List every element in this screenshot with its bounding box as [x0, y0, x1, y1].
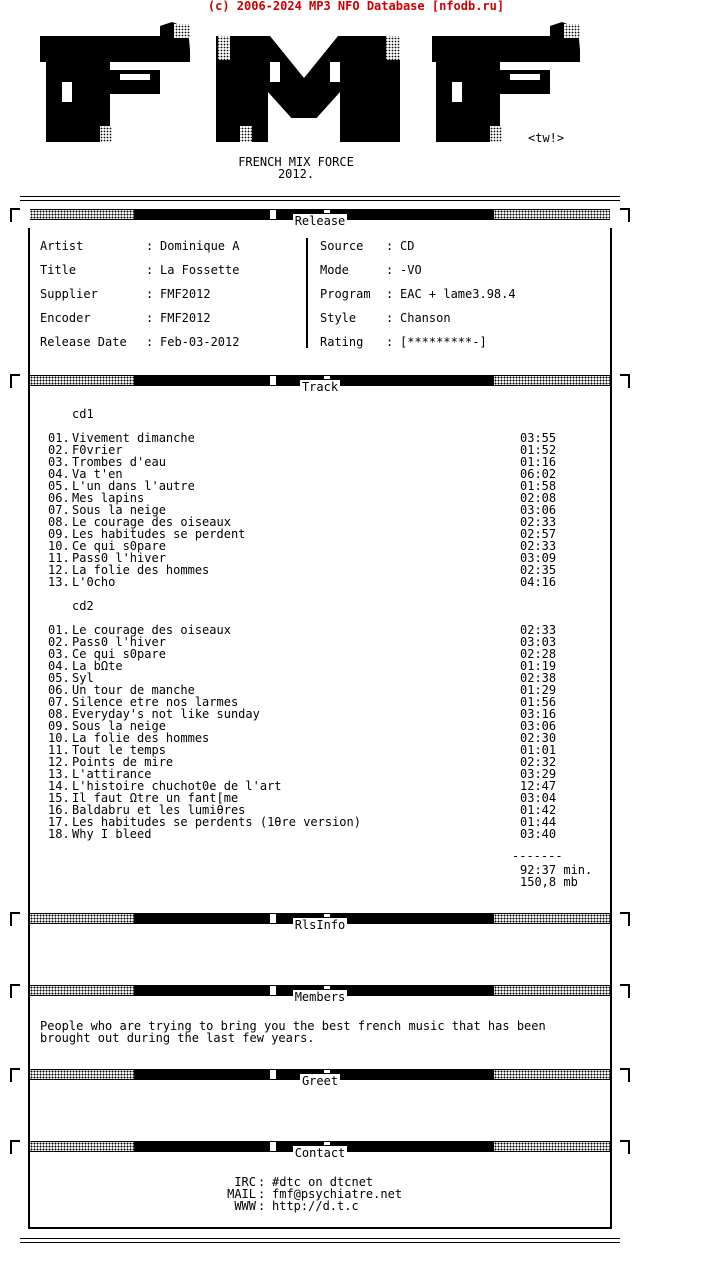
track-time: 04:16	[520, 575, 557, 589]
section-bar-contact	[10, 1134, 630, 1158]
contact-separator: :	[258, 1187, 266, 1201]
box-bottom	[28, 1227, 612, 1229]
track-time: 06:02	[520, 467, 557, 481]
section-title-rlsinfo: RlsInfo	[294, 918, 346, 932]
track-number: 15.	[48, 791, 70, 805]
track-title: L'attirance	[72, 767, 152, 781]
contact-separator: :	[258, 1199, 266, 1213]
total-duration: 92:37 min.	[520, 863, 593, 877]
track-number: 13.	[48, 575, 70, 589]
source-credit: (c) 2006-2024 MP3 NFO Database [nfodb.ru]	[207, 0, 505, 13]
release-divider	[306, 238, 308, 348]
fmf-logo	[40, 22, 600, 144]
section-title-release: Release	[294, 214, 346, 228]
contact-key: MAIL	[227, 1187, 256, 1201]
release-key: Supplier	[40, 287, 98, 301]
contact-value: #dtc on dtcnet	[272, 1175, 374, 1189]
track-time: 02:33	[520, 539, 557, 553]
track-number: 05.	[48, 671, 70, 685]
cd2-label: cd2	[72, 599, 94, 613]
track-time: 01:58	[520, 479, 557, 493]
track-title: Syl	[72, 671, 94, 685]
track-title: Mes lapins	[72, 491, 145, 505]
track-number: 16.	[48, 803, 70, 817]
track-number: 08.	[48, 515, 70, 529]
track-time: 03:16	[520, 707, 557, 721]
track-time: 01:52	[520, 443, 557, 457]
contact-key: WWW	[234, 1199, 256, 1213]
track-title: Pass0 l'hiver	[72, 551, 166, 565]
track-title: Ce qui s0pare	[72, 539, 166, 553]
track-number: 18.	[48, 827, 70, 841]
release-value: Feb-03-2012	[160, 335, 240, 349]
release-value: Dominique A	[160, 239, 240, 253]
track-time: 01:29	[520, 683, 557, 697]
release-value: CD	[400, 239, 415, 253]
track-number: 01.	[48, 431, 70, 445]
logo-letter-f2	[432, 22, 580, 145]
release-separator: :	[386, 239, 394, 253]
track-title: Les habitudes se perdents (1θre version)	[72, 815, 361, 829]
track-time: 03:55	[520, 431, 557, 445]
release-separator: :	[146, 311, 154, 325]
track-title: Il faut Ωtre un fant[me	[72, 791, 239, 805]
release-key: Rating	[320, 335, 364, 349]
section-title-contact: Contact	[294, 1146, 346, 1160]
track-title: F0vrier	[72, 443, 123, 457]
track-number: 03.	[48, 647, 70, 661]
track-number: 06.	[48, 491, 70, 505]
release-key: Artist	[40, 239, 84, 253]
section-bar-greet	[10, 1062, 630, 1086]
section-title-track: Track	[301, 380, 339, 394]
release-key: Mode	[320, 263, 349, 277]
track-time: 01:44	[520, 815, 557, 829]
contact-key: IRC	[234, 1175, 256, 1189]
section-bar-members	[10, 978, 630, 1002]
bottom-border	[20, 1238, 620, 1243]
track-number: 01.	[48, 623, 70, 637]
total-size: 150,8 mb	[520, 875, 578, 889]
track-time: 12:47	[520, 779, 557, 793]
release-value: La Fossette	[160, 263, 240, 277]
contact-value: http://d.t.c	[272, 1199, 359, 1213]
track-time: 01:42	[520, 803, 557, 817]
track-number: 13.	[48, 767, 70, 781]
release-key: Release Date	[40, 335, 127, 349]
cd1-label: cd1	[72, 407, 94, 421]
section-bar-track	[10, 368, 630, 392]
track-number: 04.	[48, 467, 70, 481]
track-number: 04.	[48, 659, 70, 673]
track-title: L'un dans l'autre	[72, 479, 195, 493]
track-number: 03.	[48, 455, 70, 469]
release-value: FMF2012	[160, 311, 211, 325]
contact-separator: :	[258, 1175, 266, 1189]
track-number: 10.	[48, 731, 70, 745]
track-title: Vivement dimanche	[72, 431, 195, 445]
track-number: 10.	[48, 539, 70, 553]
release-separator: :	[386, 311, 394, 325]
track-title: Everyday's not like sunday	[72, 707, 260, 721]
release-key: Title	[40, 263, 77, 277]
track-title: Trombes d'eau	[72, 455, 166, 469]
group-name: FRENCH MIX FORCE	[238, 155, 354, 169]
track-title: Sous la neige	[72, 719, 166, 733]
logo-tag: <tw!>	[528, 131, 565, 145]
track-title: Why I bleed	[72, 827, 152, 841]
track-time: 02:57	[520, 527, 557, 541]
section-bar-release	[10, 202, 630, 226]
track-time: 01:01	[520, 743, 557, 757]
release-key: Style	[320, 311, 357, 325]
track-number: 11.	[48, 743, 70, 757]
release-separator: :	[146, 263, 154, 277]
track-time: 03:03	[520, 635, 557, 649]
track-time: 02:33	[520, 623, 557, 637]
track-time: 02:35	[520, 563, 557, 577]
track-title: Tout le temps	[72, 743, 166, 757]
track-time: 01:16	[520, 455, 557, 469]
track-title: La bΩte	[72, 659, 123, 673]
track-number: 14.	[48, 779, 70, 793]
release-separator: :	[146, 335, 154, 349]
track-number: 11.	[48, 551, 70, 565]
track-time: 02:30	[520, 731, 557, 745]
track-time: 01:56	[520, 695, 557, 709]
track-title: Pass0 l'hiver	[72, 635, 166, 649]
members-text-line-2: brought out during the last few years.	[40, 1031, 315, 1045]
track-time: 02:32	[520, 755, 557, 769]
track-time: 03:29	[520, 767, 557, 781]
track-time: 03:06	[520, 503, 557, 517]
release-value: [*********-]	[400, 335, 487, 349]
track-number: 09.	[48, 527, 70, 541]
track-number: 09.	[48, 719, 70, 733]
track-number: 07.	[48, 503, 70, 517]
track-title: Points de mire	[72, 755, 174, 769]
track-time: 02:28	[520, 647, 557, 661]
track-title: Les habitudes se perdent	[72, 527, 246, 541]
track-title: Va t'en	[72, 467, 123, 481]
track-time: 02:08	[520, 491, 557, 505]
logo-letter-m	[216, 36, 400, 142]
year-label: 2012.	[277, 167, 315, 181]
track-number: 17.	[48, 815, 70, 829]
logo-letter-f1	[40, 22, 190, 142]
release-separator: :	[146, 239, 154, 253]
release-separator: :	[386, 263, 394, 277]
release-value: -VO	[400, 263, 422, 277]
release-value: Chanson	[400, 311, 451, 325]
release-key: Program	[320, 287, 371, 301]
section-title-members: Members	[294, 990, 346, 1004]
track-number: 07.	[48, 695, 70, 709]
track-title: L'histoire chuchot0e de l'art	[72, 779, 282, 793]
track-title: Un tour de manche	[72, 683, 195, 697]
contact-value: fmf@psychiatre.net	[272, 1187, 403, 1201]
release-value: EAC + lame3.98.4	[400, 287, 516, 301]
totals-separator: -------	[512, 849, 563, 863]
track-number: 02.	[48, 443, 70, 457]
track-title: La folie des hommes	[72, 731, 210, 745]
track-number: 08.	[48, 707, 70, 721]
section-bar-rlsinfo	[10, 906, 630, 930]
track-number: 06.	[48, 683, 70, 697]
track-title: Silence etre nos larmes	[72, 695, 239, 709]
track-time: 03:06	[520, 719, 557, 733]
track-title: Le courage des oiseaux	[72, 623, 231, 637]
track-time: 02:38	[520, 671, 557, 685]
track-time: 01:19	[520, 659, 557, 673]
track-title: Baldabru et les lumiθres	[72, 803, 246, 817]
track-number: 02.	[48, 635, 70, 649]
top-border	[20, 196, 620, 201]
track-number: 05.	[48, 479, 70, 493]
release-key: Encoder	[40, 311, 91, 325]
release-separator: :	[386, 287, 394, 301]
section-title-greet: Greet	[301, 1074, 339, 1088]
track-number: 12.	[48, 563, 70, 577]
track-title: Sous la neige	[72, 503, 166, 517]
track-title: Ce qui s0pare	[72, 647, 166, 661]
track-time: 03:40	[520, 827, 557, 841]
track-title: L'0cho	[72, 575, 116, 589]
release-key: Source	[320, 239, 364, 253]
track-title: La folie des hommes	[72, 563, 210, 577]
track-time: 03:09	[520, 551, 557, 565]
track-title: Le courage des oiseaux	[72, 515, 231, 529]
release-separator: :	[146, 287, 154, 301]
release-separator: :	[386, 335, 394, 349]
release-value: FMF2012	[160, 287, 211, 301]
track-time: 03:04	[520, 791, 557, 805]
track-number: 12.	[48, 755, 70, 769]
track-time: 02:33	[520, 515, 557, 529]
members-text-line-1: People who are trying to bring you the best french music that has been	[40, 1019, 546, 1033]
